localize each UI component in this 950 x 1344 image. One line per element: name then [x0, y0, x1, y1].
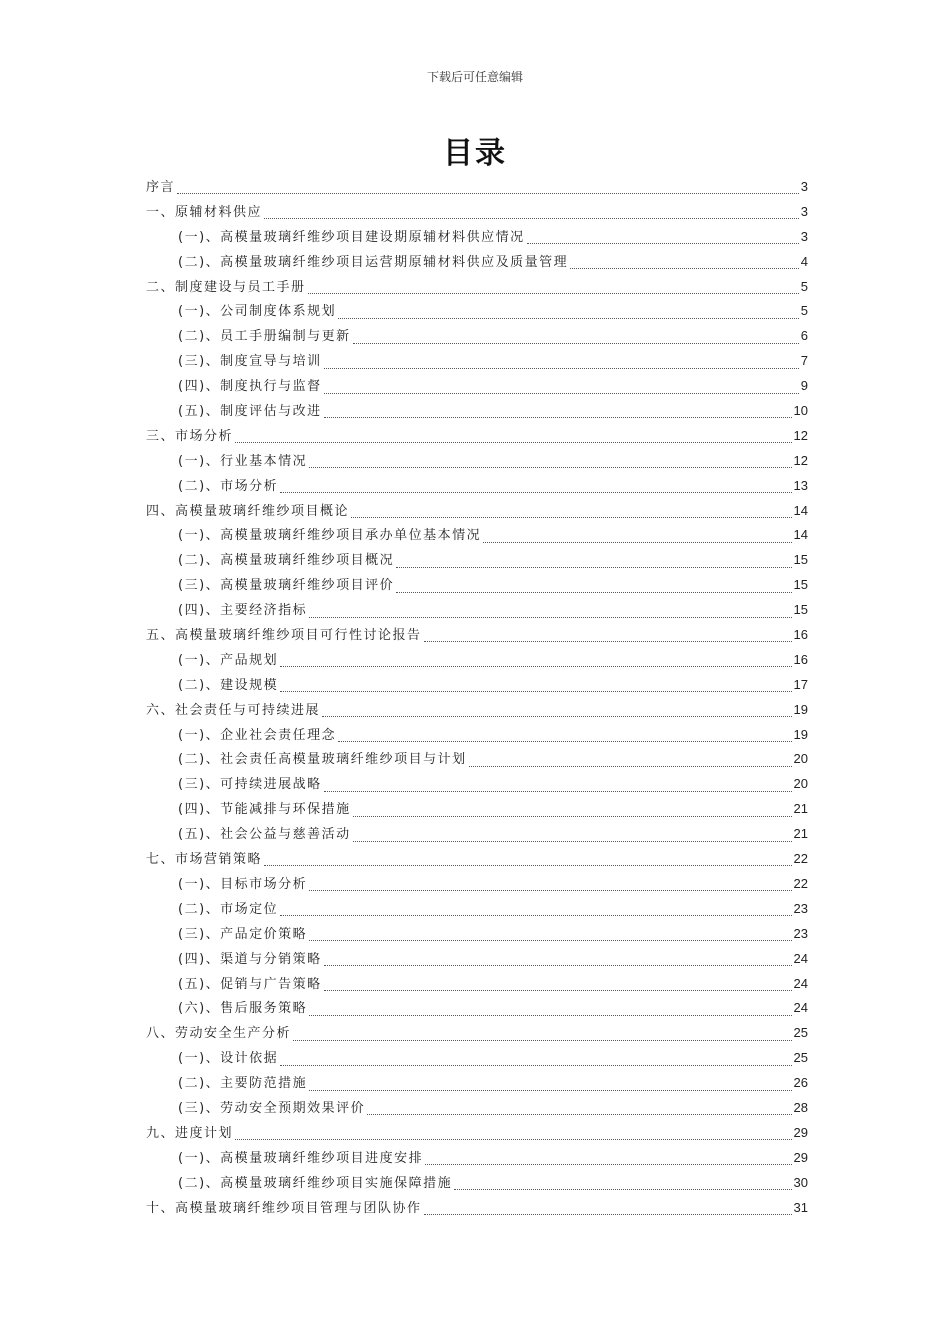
- toc-entry-page-number: 19: [793, 726, 808, 742]
- toc-dot-leader: [424, 1205, 792, 1215]
- toc-dot-leader: [235, 433, 792, 443]
- toc-dot-leader: [396, 583, 791, 593]
- toc-entry-page-number: 4: [800, 253, 808, 269]
- toc-entry-page-number: 25: [793, 1025, 808, 1041]
- toc-entry-label: (一)、设计依据: [178, 1051, 279, 1067]
- toc-entry-label: (一)、公司制度体系规划: [178, 304, 337, 320]
- toc-entry[interactable]: [146, 648, 808, 673]
- toc-entry[interactable]: [146, 872, 808, 897]
- toc-entry[interactable]: [146, 523, 808, 548]
- toc-entry-label: 七、市场营销策略: [146, 852, 263, 868]
- toc-entry-page-number: 3: [800, 179, 808, 194]
- toc-entry-label: (二)、高模量玻璃纤维纱项目运营期原辅材料供应及质量管理: [178, 254, 569, 270]
- toc-dot-leader: [338, 309, 799, 319]
- toc-entry[interactable]: [146, 399, 808, 424]
- toc-entry[interactable]: [146, 548, 808, 573]
- toc-entry-label: (二)、主要防范措施: [178, 1076, 308, 1092]
- toc-dot-leader: [309, 1081, 791, 1091]
- toc-dot-leader: [527, 234, 799, 244]
- toc-entry[interactable]: [146, 1021, 808, 1046]
- toc-entry-label: (二)、建设规模: [178, 677, 279, 693]
- toc-entry[interactable]: [146, 324, 808, 349]
- toc-entry-page-number: 9: [800, 378, 808, 394]
- toc-entry-page-number: 17: [793, 676, 808, 692]
- toc-entry[interactable]: [146, 1096, 808, 1121]
- toc-entry-page-number: 22: [793, 875, 808, 891]
- toc-entry-label: (四)、节能减排与环保措施: [178, 802, 351, 818]
- toc-dot-leader: [280, 657, 791, 667]
- toc-entry-page-number: 6: [800, 328, 808, 344]
- toc-entry-page-number: 5: [800, 303, 808, 319]
- toc-dot-leader: [483, 533, 791, 543]
- toc-dot-leader: [367, 1105, 791, 1115]
- toc-entry-label: (三)、产品定价策略: [178, 926, 308, 942]
- toc-entry[interactable]: [146, 897, 808, 922]
- toc-dot-leader: [264, 856, 792, 866]
- toc-entry-page-number: 15: [793, 577, 808, 593]
- toc-entry-page-number: 28: [793, 1099, 808, 1115]
- toc-entry-label: (三)、可持续进展战略: [178, 777, 322, 793]
- toc-entry-page-number: 24: [793, 975, 808, 991]
- toc-entry[interactable]: [146, 1171, 808, 1196]
- toc-entry-page-number: 20: [793, 776, 808, 792]
- toc-dot-leader: [309, 881, 791, 891]
- toc-entry-label: (一)、高模量玻璃纤维纱项目进度安排: [178, 1150, 424, 1166]
- toc-dot-leader: [235, 1130, 792, 1140]
- toc-entry-page-number: 12: [793, 427, 808, 443]
- toc-dot-leader: [309, 1006, 791, 1016]
- toc-entry-label: (二)、高模量玻璃纤维纱项目实施保障措施: [178, 1175, 453, 1191]
- toc-entry-label: (四)、主要经济指标: [178, 603, 308, 619]
- toc-dot-leader: [324, 956, 792, 966]
- toc-entry-label: 八、劳动安全生产分析: [146, 1026, 292, 1042]
- toc-dot-leader: [396, 558, 791, 568]
- toc-entry-label: 四、高模量玻璃纤维纱项目概论: [146, 503, 350, 519]
- toc-entry[interactable]: [146, 922, 808, 947]
- toc-entry[interactable]: [146, 250, 808, 275]
- toc-entry[interactable]: [146, 972, 808, 997]
- toc-entry-page-number: 14: [793, 502, 808, 518]
- toc-entry-page-number: 16: [793, 651, 808, 667]
- toc-entry-label: (五)、促销与广告策略: [178, 976, 322, 992]
- toc-entry-label: (一)、高模量玻璃纤维纱项目建设期原辅材料供应情况: [178, 229, 525, 245]
- toc-entry[interactable]: [146, 623, 808, 648]
- toc-entry-page-number: 19: [793, 701, 808, 717]
- toc-entry-label: 九、进度计划: [146, 1125, 234, 1141]
- toc-entry-label: (三)、制度宣导与培训: [178, 354, 322, 370]
- toc-entry-page-number: 24: [793, 1000, 808, 1016]
- toc-dot-leader: [308, 284, 799, 294]
- toc-entry-label: 十、高模量玻璃纤维纱项目管理与团队协作: [146, 1200, 422, 1216]
- toc-entry-label: (五)、社会公益与慈善活动: [178, 827, 351, 843]
- toc-entry[interactable]: [146, 1071, 808, 1096]
- toc-entry[interactable]: [146, 698, 808, 723]
- toc-entry[interactable]: [146, 723, 808, 748]
- table-of-contents: [146, 175, 808, 1220]
- toc-entry[interactable]: [146, 349, 808, 374]
- toc-entry[interactable]: [146, 474, 808, 499]
- toc-entry[interactable]: [146, 1046, 808, 1071]
- toc-entry[interactable]: [146, 424, 808, 449]
- toc-entry[interactable]: [146, 225, 808, 250]
- toc-entry-label: (一)、产品规划: [178, 652, 279, 668]
- toc-dot-leader: [280, 483, 791, 493]
- toc-dot-leader: [353, 334, 799, 344]
- toc-entry-page-number: 16: [793, 627, 808, 643]
- toc-dot-leader: [353, 807, 792, 817]
- toc-dot-leader: [469, 757, 792, 767]
- toc-entry-page-number: 20: [793, 751, 808, 767]
- toc-dot-leader: [280, 906, 791, 916]
- toc-dot-leader: [324, 384, 799, 394]
- toc-entry[interactable]: [146, 1196, 808, 1221]
- toc-entry-label: 三、市场分析: [146, 428, 234, 444]
- toc-dot-leader: [264, 209, 799, 219]
- toc-entry-label: (三)、劳动安全预期效果评价: [178, 1100, 366, 1116]
- toc-entry-label: (二)、社会责任高模量玻璃纤维纱项目与计划: [178, 752, 467, 768]
- toc-dot-leader: [309, 931, 791, 941]
- toc-entry[interactable]: [146, 598, 808, 623]
- toc-entry-label: 五、高模量玻璃纤维纱项目可行性讨论报告: [146, 628, 422, 644]
- toc-entry[interactable]: [146, 797, 808, 822]
- toc-entry-label: 二、制度建设与员工手册: [146, 279, 306, 295]
- toc-entry-page-number: 25: [793, 1050, 808, 1066]
- toc-entry-page-number: 13: [793, 477, 808, 493]
- toc-dot-leader: [454, 1180, 791, 1190]
- toc-entry-label: (五)、制度评估与改进: [178, 404, 322, 420]
- toc-dot-leader: [280, 682, 791, 692]
- toc-entry[interactable]: [146, 200, 808, 225]
- toc-entry[interactable]: [146, 947, 808, 972]
- toc-entry-page-number: 21: [793, 826, 808, 842]
- toc-entry-page-number: 15: [793, 552, 808, 568]
- toc-dot-leader: [177, 184, 799, 194]
- toc-dot-leader: [324, 782, 792, 792]
- toc-entry-label: (二)、市场分析: [178, 478, 279, 494]
- toc-dot-leader: [338, 732, 791, 742]
- toc-dot-leader: [425, 1155, 791, 1165]
- toc-entry-label: (一)、高模量玻璃纤维纱项目承办单位基本情况: [178, 528, 482, 544]
- toc-entry-page-number: 14: [793, 527, 808, 543]
- toc-entry[interactable]: [146, 449, 808, 474]
- header-note: 下载后可任意编辑: [426, 70, 523, 84]
- toc-entry-label: (一)、行业基本情况: [178, 453, 308, 469]
- toc-entry-page-number: 21: [793, 801, 808, 817]
- toc-entry-label: (一)、目标市场分析: [178, 876, 308, 892]
- toc-entry[interactable]: [146, 847, 808, 872]
- toc-dot-leader: [570, 259, 799, 269]
- toc-entry[interactable]: [146, 1121, 808, 1146]
- toc-entry-page-number: 7: [800, 353, 808, 369]
- toc-dot-leader: [293, 1031, 792, 1041]
- toc-entry-page-number: 29: [793, 1124, 808, 1140]
- toc-entry[interactable]: [146, 573, 808, 598]
- toc-entry-page-number: 22: [793, 851, 808, 867]
- toc-entry[interactable]: [146, 747, 808, 772]
- toc-entry-label: (二)、市场定位: [178, 901, 279, 917]
- toc-dot-leader: [324, 408, 792, 418]
- toc-dot-leader: [324, 981, 792, 991]
- toc-entry-label: (六)、售后服务策略: [178, 1001, 308, 1017]
- toc-entry-page-number: 3: [800, 203, 808, 219]
- toc-entry-label: (二)、高模量玻璃纤维纱项目概况: [178, 553, 395, 569]
- toc-entry-page-number: 5: [800, 278, 808, 294]
- toc-entry[interactable]: [146, 996, 808, 1021]
- toc-entry-page-number: 15: [793, 602, 808, 618]
- toc-entry-label: (四)、制度执行与监督: [178, 379, 322, 395]
- toc-entry-page-number: 3: [800, 228, 808, 244]
- toc-dot-leader: [424, 632, 792, 642]
- toc-dot-leader: [280, 1056, 791, 1066]
- toc-entry-page-number: 30: [793, 1174, 808, 1190]
- toc-entry[interactable]: [146, 275, 808, 300]
- toc-entry[interactable]: [146, 822, 808, 847]
- toc-entry[interactable]: [146, 374, 808, 399]
- toc-entry[interactable]: [146, 299, 808, 324]
- toc-entry[interactable]: [146, 499, 808, 524]
- toc-entry-page-number: 26: [793, 1075, 808, 1091]
- toc-entry-page-number: 29: [793, 1149, 808, 1165]
- toc-entry-page-number: 23: [793, 925, 808, 941]
- toc-entry-label: (一)、企业社会责任理念: [178, 727, 337, 743]
- page-title: 目录: [443, 136, 507, 171]
- toc-entry-label: 一、原辅材料供应: [146, 204, 263, 220]
- toc-entry-page-number: 10: [793, 403, 808, 419]
- toc-entry-label: (三)、高模量玻璃纤维纱项目评价: [178, 578, 395, 594]
- toc-dot-leader: [324, 359, 799, 369]
- toc-entry-page-number: 12: [793, 452, 808, 468]
- toc-entry-label: 六、社会责任与可持续进展: [146, 702, 321, 718]
- toc-entry[interactable]: [146, 673, 808, 698]
- toc-entry-page-number: 31: [793, 1199, 808, 1215]
- toc-dot-leader: [353, 832, 792, 842]
- toc-entry-page-number: 24: [793, 950, 808, 966]
- toc-dot-leader: [309, 608, 791, 618]
- toc-entry[interactable]: [146, 1146, 808, 1171]
- toc-entry-label: 序言: [146, 180, 176, 195]
- toc-entry-page-number: 23: [793, 900, 808, 916]
- toc-entry-label: (四)、渠道与分销策略: [178, 951, 322, 967]
- toc-entry[interactable]: [146, 772, 808, 797]
- toc-dot-leader: [322, 707, 792, 717]
- toc-entry-label: (二)、员工手册编制与更新: [178, 329, 351, 345]
- toc-dot-leader: [351, 508, 792, 518]
- toc-dot-leader: [309, 458, 791, 468]
- toc-entry[interactable]: [146, 175, 808, 200]
